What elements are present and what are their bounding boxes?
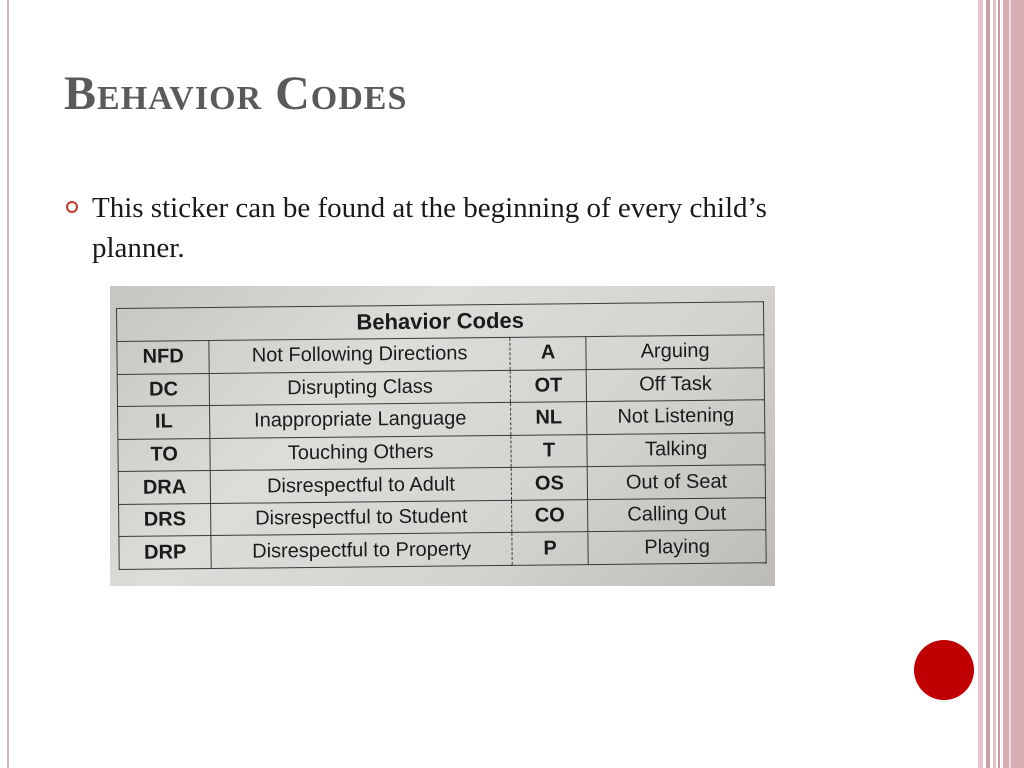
behavior-description-cell: Off Task — [586, 367, 764, 401]
behavior-description-cell: Talking — [587, 432, 765, 466]
right-border-band — [1003, 0, 1024, 768]
table-row — [119, 530, 766, 569]
behavior-code-cell: DRA — [118, 471, 211, 505]
behavior-code-cell: DC — [117, 373, 210, 407]
behavior-code-cell: DRP — [119, 536, 212, 570]
bullet-circle-icon — [66, 201, 78, 213]
behavior-code-cell: OT — [510, 369, 587, 402]
behavior-description-cell: Touching Others — [210, 435, 511, 471]
behavior-code-cell: A — [510, 337, 587, 370]
behavior-codes-sticker — [116, 301, 767, 570]
behavior-code-cell: TO — [118, 438, 211, 472]
sticker-heading: Behavior Codes — [117, 302, 764, 342]
behavior-description-cell: Inappropriate Language — [210, 403, 511, 439]
behavior-code-cell: T — [511, 434, 588, 467]
behavior-description-cell: Playing — [588, 530, 766, 564]
behavior-code-cell: DRS — [119, 503, 212, 537]
behavior-code-cell: IL — [118, 406, 211, 440]
slide-title: Behavior Codes — [64, 67, 408, 120]
bullet-text: This sticker can be found at the beginning of every child’s planner. — [92, 192, 767, 264]
behavior-code-cell: NFD — [117, 341, 210, 375]
right-border-band — [998, 0, 1000, 768]
right-border-band — [1009, 0, 1011, 768]
sticker-photo — [110, 286, 775, 586]
behavior-code-cell: OS — [511, 467, 588, 500]
behavior-description-cell: Disrespectful to Adult — [211, 468, 512, 504]
behavior-codes-table — [116, 301, 767, 570]
bullet-item — [66, 188, 826, 268]
behavior-code-cell: NL — [510, 402, 587, 435]
behavior-code-cell: P — [512, 532, 589, 565]
behavior-description-cell: Disrespectful to Property — [211, 533, 512, 569]
behavior-description-cell: Not Listening — [587, 400, 765, 434]
left-border-rule — [7, 0, 9, 768]
behavior-code-cell: CO — [511, 499, 588, 532]
behavior-description-cell: Disrupting Class — [210, 370, 511, 406]
right-border-band — [978, 0, 983, 768]
behavior-description-cell: Arguing — [586, 335, 764, 369]
right-border-band — [993, 0, 996, 768]
behavior-description-cell: Disrespectful to Student — [211, 500, 512, 536]
decorative-red-circle — [914, 640, 974, 700]
behavior-description-cell: Calling Out — [588, 498, 766, 532]
behavior-description-cell: Not Following Directions — [209, 337, 510, 373]
right-border-band — [986, 0, 990, 768]
behavior-description-cell: Out of Seat — [587, 465, 765, 499]
